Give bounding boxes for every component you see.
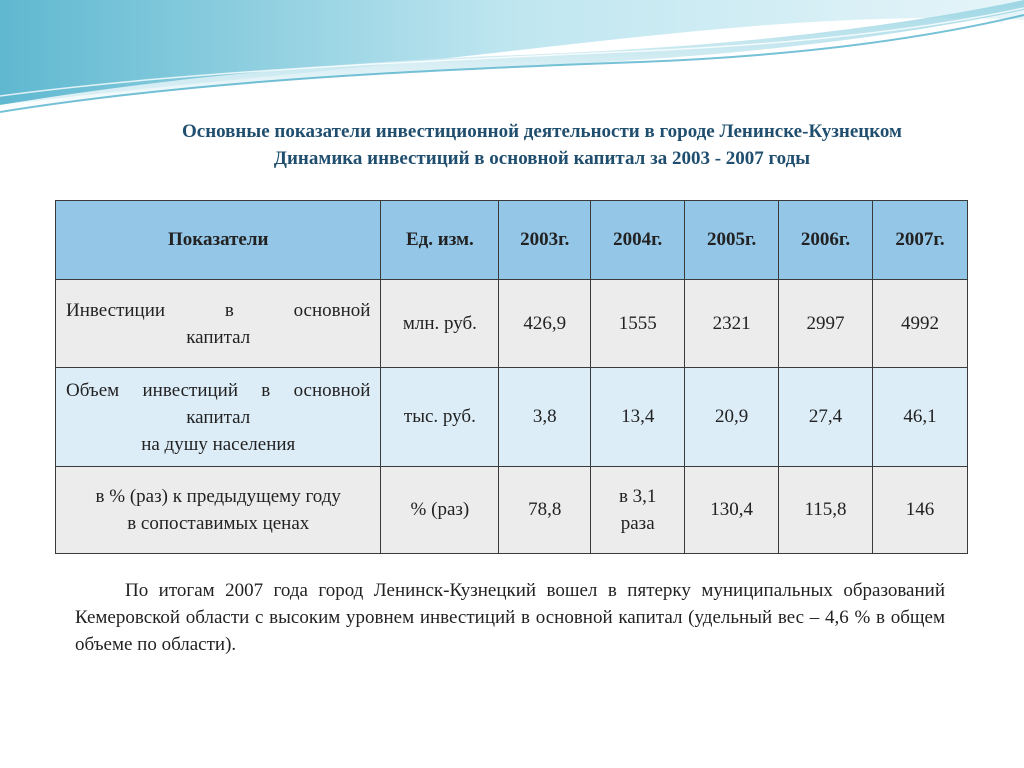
column-header-2004: 2004г. bbox=[591, 201, 685, 280]
table-row bbox=[56, 467, 968, 554]
row-unit: % (раз) bbox=[381, 467, 499, 554]
table-cell: 46,1 bbox=[873, 368, 968, 467]
table-cell-line: в 3,1 bbox=[618, 486, 657, 507]
table-cell: 27,4 bbox=[779, 368, 873, 467]
table-cell: 426,9 bbox=[499, 280, 591, 368]
row-label-line: в % (раз) к предыдущему году bbox=[95, 486, 341, 507]
column-header-2006: 2006г. bbox=[779, 201, 873, 280]
table-cell: 146 bbox=[873, 467, 968, 554]
decorative-wave-banner bbox=[0, 0, 1024, 120]
row-label bbox=[56, 368, 381, 467]
table-cell: 130,4 bbox=[685, 467, 779, 554]
row-label-line: капитал bbox=[186, 406, 251, 428]
page-subtitle: Динамика инвестиций в основной капитал за 2003 - 2007 годы bbox=[273, 148, 811, 169]
table-cell: 78,8 bbox=[499, 467, 591, 554]
table-cell: 13,4 bbox=[591, 368, 685, 467]
row-unit: млн. руб. bbox=[381, 280, 499, 368]
row-label-line: на душу населения bbox=[141, 433, 296, 455]
column-header-unit: Ед. изм. bbox=[381, 201, 499, 280]
page-title: Основные показатели инвестиционной деятельности в городе Ленинске-Кузнецком bbox=[181, 121, 902, 142]
summary-paragraph: По итогам 2007 года город Ленинск-Кузнецкий вошел в пятерку муниципальных образований Кемеровской области с высоким уровнем инвестиций в основной капитал (удельный вес – 4,6 % в общем объеме по области). bbox=[75, 580, 945, 655]
table-cell: 3,8 bbox=[499, 368, 591, 467]
row-label bbox=[56, 280, 381, 368]
row-label-line: Объем инвестиций в основной bbox=[66, 379, 371, 401]
row-label-line: в сопоставимых ценах bbox=[127, 513, 310, 534]
table-cell: 2321 bbox=[685, 280, 779, 368]
table-cell: 115,8 bbox=[779, 467, 873, 554]
row-unit: тыс. руб. bbox=[381, 368, 499, 467]
table-cell: 20,9 bbox=[685, 368, 779, 467]
investment-table bbox=[55, 200, 968, 554]
table-row bbox=[56, 368, 968, 467]
row-label-line: капитал bbox=[186, 326, 251, 348]
table-row bbox=[56, 280, 968, 368]
table-header-row bbox=[56, 201, 968, 280]
column-header-indicator: Показатели bbox=[56, 201, 381, 280]
title-block bbox=[60, 118, 1024, 172]
row-label-line: Инвестиции в основной bbox=[66, 299, 371, 321]
row-label bbox=[56, 467, 381, 554]
table-cell-line: раза bbox=[620, 513, 655, 534]
column-header-2003: 2003г. bbox=[499, 201, 591, 280]
table-cell: 2997 bbox=[779, 280, 873, 368]
table-cell bbox=[591, 467, 685, 554]
column-header-2007: 2007г. bbox=[873, 201, 968, 280]
table-cell: 1555 bbox=[591, 280, 685, 368]
table-cell: 4992 bbox=[873, 280, 968, 368]
column-header-2005: 2005г. bbox=[685, 201, 779, 280]
